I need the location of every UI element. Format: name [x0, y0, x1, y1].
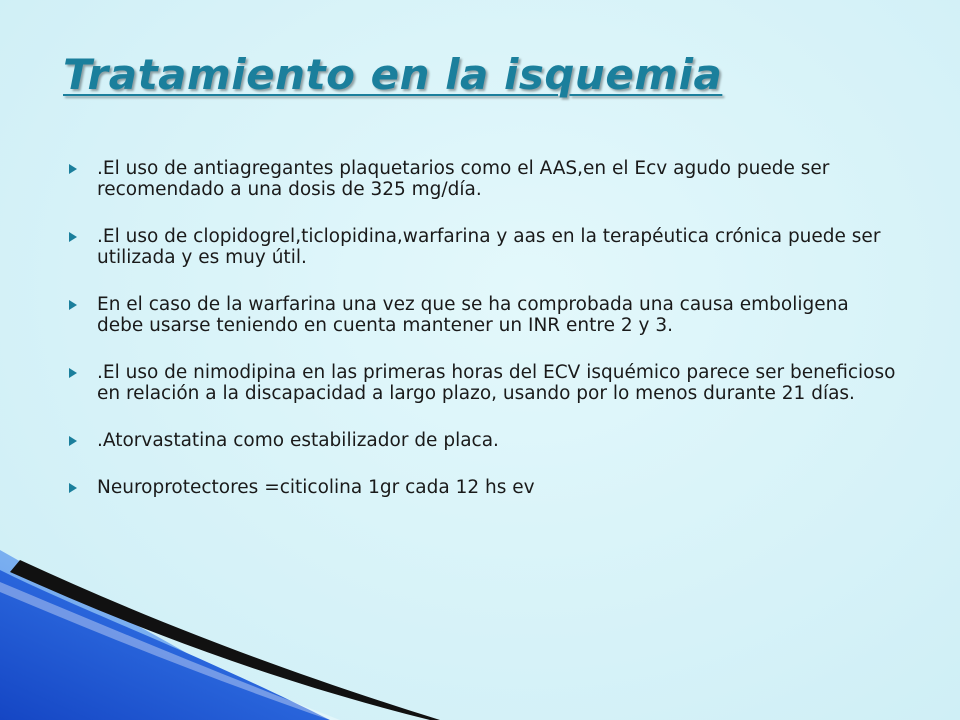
- triangle-bullet-icon: [69, 436, 77, 446]
- triangle-bullet-icon: [69, 232, 77, 242]
- bullet-text: .El uso de nimodipina en las primeras horas del ECV isquémico parece ser beneficioso en relación a la discapacidad a largo plazo, usando por lo menos durante 21 días.: [97, 362, 896, 404]
- bullet-item: [68, 430, 898, 451]
- bullet-item: [68, 226, 898, 268]
- bullet-item: [68, 294, 898, 336]
- triangle-bullet-icon: [69, 368, 77, 378]
- triangle-bullet-icon: [69, 300, 77, 310]
- bullet-item: [68, 158, 898, 200]
- triangle-bullet-icon: [69, 164, 77, 174]
- bullet-text: Neuroprotectores =citicolina 1gr cada 12 hs ev: [97, 477, 535, 498]
- bullet-text: .El uso de antiagregantes plaquetarios como el AAS,en el Ecv agudo puede ser recomendado a una dosis de 325 mg/día.: [97, 158, 830, 200]
- bullet-text: En el caso de la warfarina una vez que se ha comprobada una causa emboligena debe usarse teniendo en cuenta mantener un INR entre 2 y 3.: [97, 294, 849, 336]
- bullet-text: .Atorvastatina como estabilizador de placa.: [97, 430, 499, 451]
- slide-title: Tratamiento en la isquemia: [63, 50, 723, 99]
- bullet-item: [68, 477, 898, 498]
- triangle-bullet-icon: [69, 483, 77, 493]
- bullet-item: [68, 362, 898, 404]
- bullet-text: .El uso de clopidogrel,ticlopidina,warfarina y aas en la terapéutica crónica puede ser utilizada y es muy útil.: [97, 226, 881, 268]
- bullet-list: [68, 158, 898, 524]
